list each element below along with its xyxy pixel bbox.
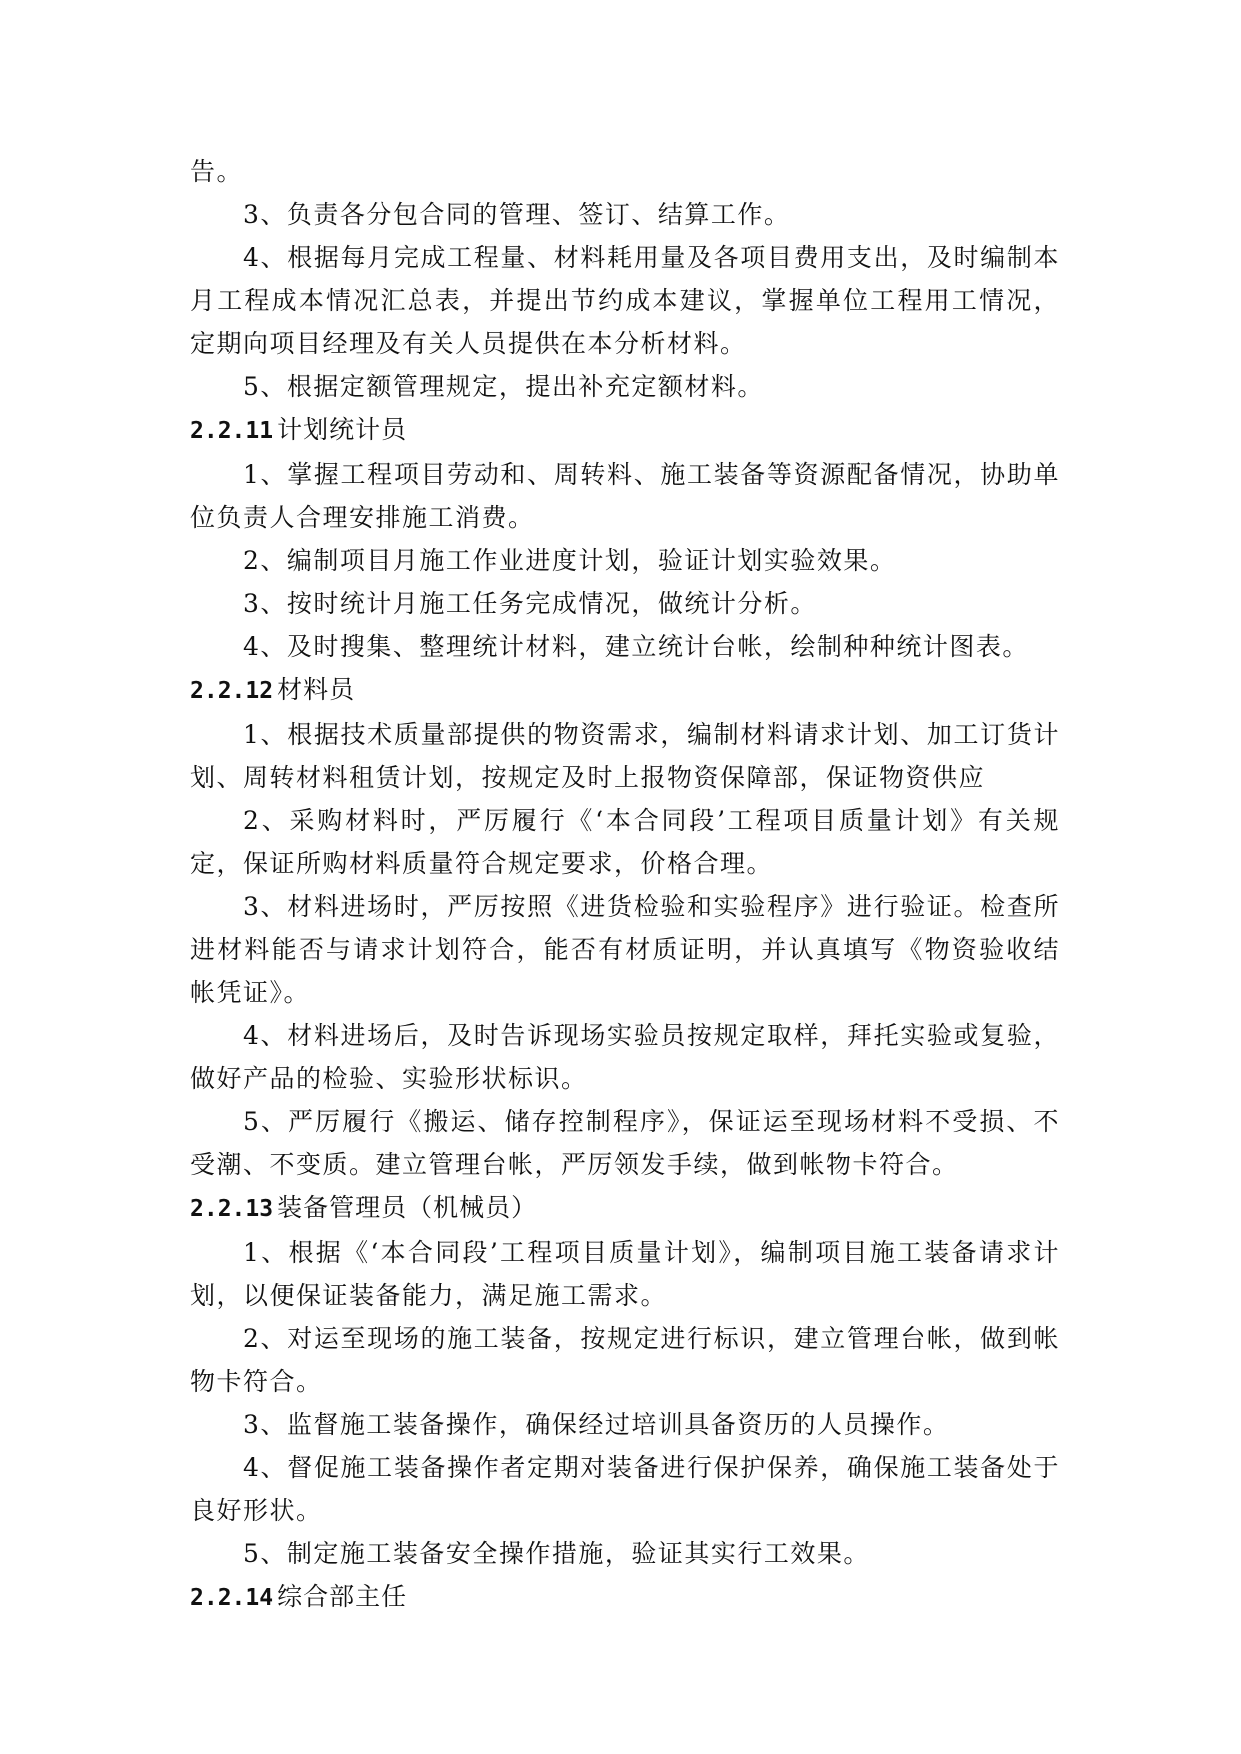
list-item: 3、按时统计月施工任务完成情况，做统计分析。 (243, 589, 817, 618)
list-item: 1、掌握工程项目劳动和、周转料、施工装备等资源配备情况，协助单位负责人合理安排施工消费。 (190, 460, 1060, 532)
list-item: 3、监督施工装备操作，确保经过培训具备资历的人员操作。 (243, 1410, 950, 1439)
list-item: 5、根据定额管理规定，提出补充定额材料。 (243, 372, 764, 401)
list-item: 1、根据技术质量部提供的物资需求，编制材料请求计划、加工订货计划、周转材料租赁计划，按规定及时上报物资保障部，保证物资供应 (190, 720, 1060, 792)
paragraph-continuation: 告。 (190, 157, 244, 186)
list-item: 4、根据每月完成工程量、材料耗用量及各项目费用支出，及时编制本月工程成本情况汇总表，并提出节约成本建议，掌握单位工程用工情况，定期向项目经理及有关人员提供在本分析材料。 (190, 243, 1060, 358)
list-item: 2、采购材料时，严厉履行《‘本合同段’工程项目质量计划》有关规定，保证所购材料质量符合规定要求，价格合理。 (190, 806, 1060, 878)
list-item: 2、编制项目月施工作业进度计划，验证计划实验效果。 (243, 546, 897, 575)
section-number: 2.2.13 (190, 1196, 274, 1222)
list-item: 3、负责各分包合同的管理、签订、结算工作。 (243, 200, 791, 229)
section-title: 材料员 (277, 675, 356, 704)
list-item: 5、严厉履行《搬运、储存控制程序》，保证运至现场材料不受损、不受潮、不变质。建立管理台帐，严厉领发手续，做到帐物卡符合。 (190, 1107, 1060, 1179)
section-heading (190, 668, 1060, 713)
list-item: 1、根据《‘本合同段’工程项目质量计划》，编制项目施工装备请求计划，以便保证装备能力，满足施工需求。 (190, 1238, 1060, 1310)
list-item: 2、对运至现场的施工装备，按规定进行标识，建立管理台帐，做到帐物卡符合。 (190, 1324, 1060, 1396)
list-item: 4、督促施工装备操作者定期对装备进行保护保养，确保施工装备处于良好形状。 (190, 1453, 1060, 1525)
list-item: 4、及时搜集、整理统计材料，建立统计台帐，绘制种种统计图表。 (243, 632, 1029, 661)
section-heading (190, 1575, 1060, 1620)
section-number: 2.2.12 (190, 678, 274, 704)
section-number: 2.2.11 (190, 418, 274, 444)
document-page (190, 150, 1060, 1620)
list-item: 4、材料进场后，及时告诉现场实验员按规定取样，拜托实验或复验，做好产品的检验、实验形状标识。 (190, 1021, 1060, 1093)
list-item: 5、制定施工装备安全操作措施，验证其实行工效果。 (243, 1539, 870, 1568)
section-number: 2.2.14 (190, 1585, 274, 1611)
section-heading (190, 1186, 1060, 1231)
list-item: 3、材料进场时，严厉按照《进货检验和实验程序》进行验证。检查所进材料能否与请求计划符合，能否有材质证明，并认真填写《物资验收结帐凭证》。 (190, 892, 1060, 1007)
section-title: 综合部主任 (277, 1582, 408, 1611)
section-heading (190, 408, 1060, 453)
section-title: 装备管理员（机械员） (277, 1193, 538, 1222)
section-title: 计划统计员 (277, 415, 408, 444)
